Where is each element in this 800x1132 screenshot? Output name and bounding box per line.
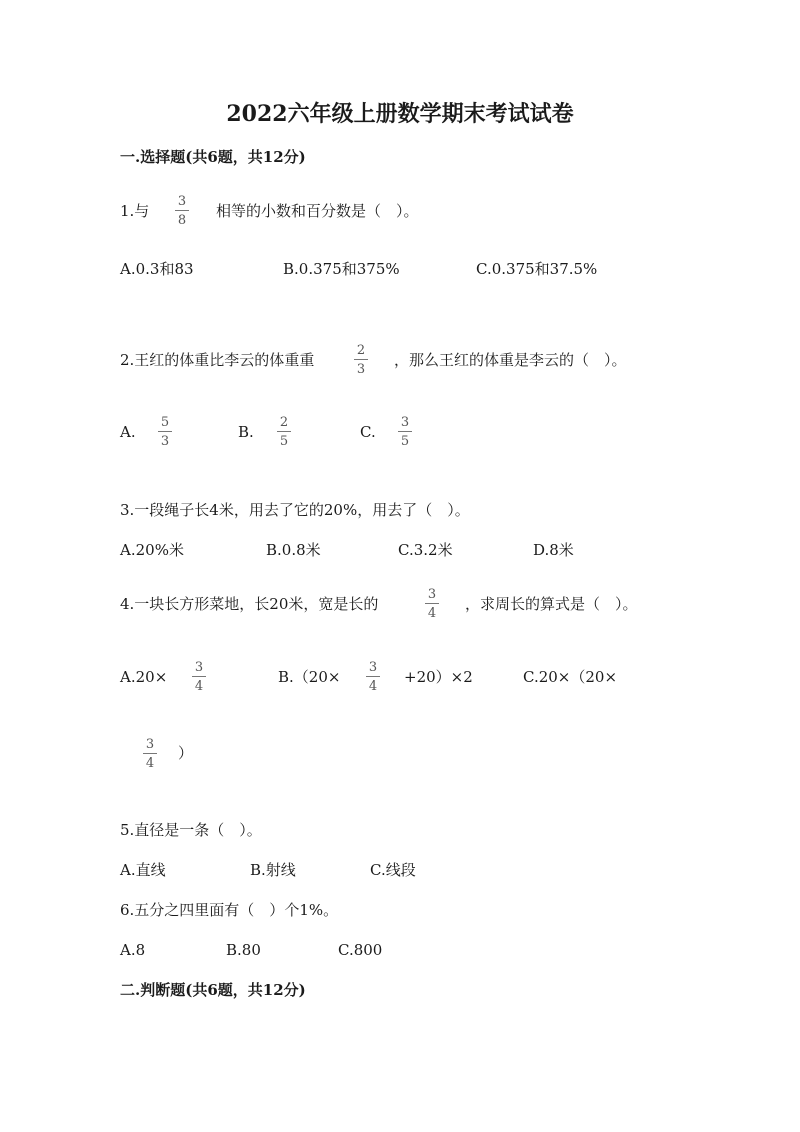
option-b: B.80	[226, 941, 261, 959]
option-c-fraction	[143, 738, 157, 770]
fraction-numerator: 3	[145, 737, 155, 752]
fraction-denominator: 4	[194, 679, 204, 694]
option-c-fraction	[398, 416, 412, 448]
fraction-numerator: 2	[279, 415, 289, 430]
question-5-text: 5.直径是一条（ ）。	[120, 821, 262, 839]
fraction-denominator: 5	[279, 434, 289, 449]
question-2-prefix: 2.王红的体重比李云的体重重	[120, 351, 315, 369]
page-title: 2022六年级上册数学期末考试试卷	[226, 101, 574, 127]
option-d: D.8米	[533, 541, 574, 559]
question-3-text: 3.一段绳子长4米，用去了它的20%，用去了（ ）。	[120, 501, 470, 519]
option-c-text-end: ）	[178, 744, 194, 762]
fraction-denominator: 4	[145, 756, 155, 771]
option-b: B.0.8米	[266, 541, 321, 559]
question-6-text: 6.五分之四里面有（ ）个1%。	[120, 901, 339, 919]
fraction-numerator: 2	[356, 343, 366, 358]
option-b-text: B.（20×	[278, 668, 341, 686]
fraction	[354, 344, 368, 376]
section-heading-judgment: 二.判断题(共6题，共12分)	[120, 981, 306, 999]
option-b-text-end: +20）×2	[404, 668, 473, 686]
fraction-numerator: 3	[194, 660, 204, 675]
fraction-numerator: 5	[160, 415, 170, 430]
fraction	[175, 195, 189, 227]
option-a-text: A.20×	[120, 668, 168, 686]
option-c: C.0.375和37.5%	[476, 260, 598, 278]
option-a: A.20%米	[120, 541, 184, 559]
option-a: A.8	[120, 941, 146, 959]
fraction-numerator: 3	[177, 194, 187, 209]
option-a-label: A.	[120, 423, 136, 441]
section-heading-choice: 一.选择题(共6题，共12分)	[120, 148, 306, 166]
option-b-fraction	[277, 416, 291, 448]
option-a-fraction	[158, 416, 172, 448]
fraction-denominator: 3	[160, 434, 170, 449]
option-c-text: C.20×（20×	[523, 668, 618, 686]
question-4-suffix: ，求周长的算式是（ ）。	[465, 595, 638, 613]
fraction-denominator: 3	[356, 362, 366, 377]
option-a: A.0.3和83	[120, 260, 194, 278]
fraction-denominator: 4	[368, 679, 378, 694]
option-c: C.线段	[370, 861, 416, 879]
option-a-fraction	[192, 661, 206, 693]
question-2-suffix: ，那么王红的体重是李云的（ ）。	[394, 351, 627, 369]
option-b: B.射线	[250, 861, 296, 879]
fraction-denominator: 5	[400, 434, 410, 449]
fraction-denominator: 4	[427, 606, 437, 621]
option-b-fraction	[366, 661, 380, 693]
option-c-label: C.	[360, 423, 376, 441]
question-4-prefix: 4.一块长方形菜地，长20米，宽是长的	[120, 595, 379, 613]
option-c: C.3.2米	[398, 541, 453, 559]
option-b: B.0.375和375%	[283, 260, 400, 278]
option-a: A.直线	[120, 861, 166, 879]
option-c: C.800	[338, 941, 383, 959]
fraction-numerator: 3	[368, 660, 378, 675]
question-1-prefix: 1.与	[120, 202, 150, 220]
fraction-numerator: 3	[427, 587, 437, 602]
fraction-denominator: 8	[177, 213, 187, 228]
option-b-label: B.	[238, 423, 254, 441]
fraction	[425, 588, 439, 620]
fraction-numerator: 3	[400, 415, 410, 430]
question-1-suffix: 相等的小数和百分数是（ ）。	[216, 202, 419, 220]
